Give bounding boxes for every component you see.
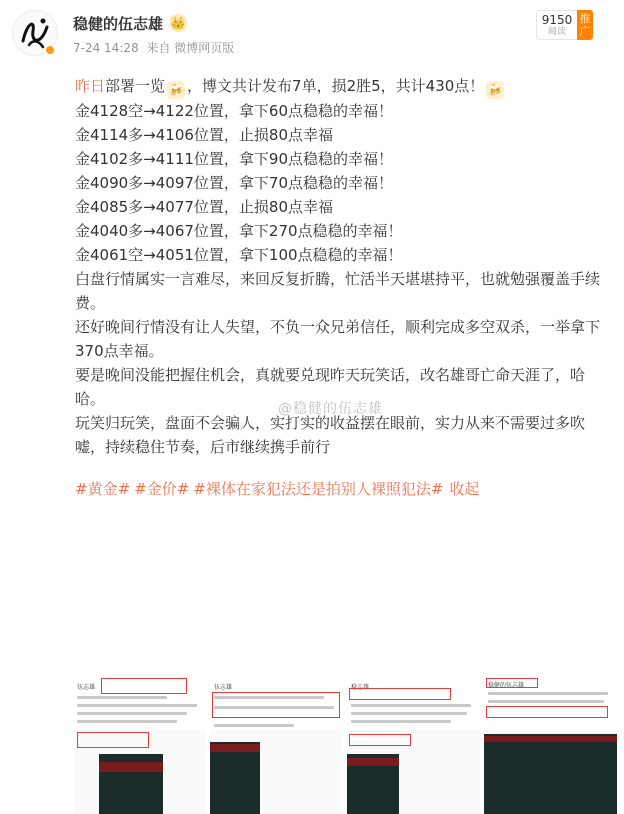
thumb-chart-band — [210, 744, 260, 752]
trade-line: 金4040多→4067位置，拿下270点稳稳的幸福！ — [75, 222, 403, 240]
thumb-chart-band — [99, 762, 163, 772]
thumb-text-line — [77, 704, 197, 707]
thumb-text-line — [214, 724, 294, 727]
read-count-label: 阅读 — [547, 27, 566, 37]
member-crown-icon[interactable]: 👑 — [170, 16, 186, 30]
post-intro — [75, 74, 611, 99]
trade-line: 金4102多→4111位置，拿下90点稳稳的幸福！ — [75, 150, 394, 168]
topic-tag-nude[interactable]: #裸体在家犯法还是拍别人裸照犯法# — [193, 480, 444, 498]
thumb-text-line — [488, 700, 604, 703]
thumb-name-label: 稳健的伍志雄 — [488, 682, 525, 689]
intro-text-2: ，博文共计发布7单，损2胜5，共计430点！ — [187, 77, 485, 95]
intro-text-1: 部署一览 — [105, 77, 166, 95]
read-count-box — [536, 10, 577, 40]
cheers-emoji-icon: 🍻 — [168, 83, 184, 97]
post-paragraph: 白盘行情属实一言难尽，来回反复折腾，忙活半天堪堪持平，也就勉强覆盖手续费。 — [75, 270, 601, 312]
thumbnail-image[interactable] — [347, 674, 480, 814]
thumb-name-label: 稳志雄 — [351, 684, 370, 691]
author-name-row — [73, 12, 187, 34]
thumb-name-label: 伍志雄 — [214, 684, 233, 691]
post-meta — [73, 39, 238, 56]
thumb-text-line — [77, 696, 167, 699]
thumb-chart — [484, 734, 617, 814]
collapse-link[interactable]: 收起 — [449, 480, 480, 498]
thumb-chart — [210, 742, 260, 814]
author-name[interactable]: 稳健的伍志雄 — [73, 14, 164, 33]
thumb-text-line — [77, 720, 177, 723]
thumbnail-image[interactable] — [210, 674, 343, 814]
trade-line: 金4090多→4097位置，拿下70点稳稳的幸福！ — [75, 174, 394, 192]
thumb-highlight-box — [101, 678, 187, 694]
thumb-highlight-box — [349, 734, 411, 746]
trade-line: 金4061空→4051位置，拿下100点稳稳的幸福！ — [75, 246, 403, 264]
read-count: 9150 — [541, 13, 573, 27]
thumb-highlight-box — [212, 692, 340, 718]
thumb-text-line — [77, 712, 187, 715]
thumb-text-line — [351, 720, 451, 723]
trade-line: 金4128空→4122位置，拿下60点稳稳的幸福！ — [75, 102, 394, 120]
topic-tag-gold[interactable]: #黄金# — [75, 480, 131, 498]
trade-line: 金4114多→4106位置，止损80点幸福 — [75, 126, 334, 144]
post-paragraph: 玩笑归玩笑，盘面不会骗人，实打实的收益摆在眼前，实力从来不需要过多吹嘘，持续稳住节奏，后市继续携手前行 — [75, 414, 586, 456]
thumbnail-image[interactable] — [73, 674, 206, 814]
thumb-highlight-box — [486, 706, 608, 718]
topic-tag-gold-price[interactable]: #金价# — [134, 480, 190, 498]
post-time[interactable]: 7-24 14:28 — [73, 41, 139, 55]
thumbnail-image[interactable] — [484, 674, 617, 814]
thumb-highlight-box — [486, 678, 538, 688]
verified-badge-icon — [44, 44, 56, 56]
post-content — [75, 64, 611, 501]
thumb-chart-band — [347, 758, 399, 766]
post-source: 来自 微博网页版 — [146, 41, 235, 55]
thumb-text-line — [488, 692, 608, 695]
thumb-highlight-box — [77, 732, 149, 748]
thumb-chart-band — [484, 736, 617, 742]
intro-highlight: 昨日 — [75, 77, 106, 95]
promote-button[interactable]: 推广 — [577, 10, 593, 40]
post-paragraph: 还好晚间行情没有让人失望，不负一众兄弟信任，顺利完成多空双杀，一举拿下370点幸福。 — [75, 318, 601, 360]
thumb-text-line — [351, 704, 471, 707]
post-paragraph: 要是晚间没能把握住机会，真就要兑现昨天玩笑话，改名雄哥亡命天涯了，哈哈。 — [75, 366, 586, 408]
image-watermark: @稳健的伍志雄 — [278, 401, 383, 417]
topic-tags — [75, 477, 611, 501]
thumb-text-line — [351, 712, 467, 715]
trade-line: 金4085多→4077位置，止损80点幸福 — [75, 198, 334, 216]
thumb-highlight-box — [349, 688, 451, 700]
thumb-name-label: 伍志雄 — [77, 684, 96, 691]
post-header — [0, 0, 624, 64]
image-thumbnails — [73, 674, 621, 814]
cheers-emoji-icon: 🍻 — [487, 83, 503, 97]
